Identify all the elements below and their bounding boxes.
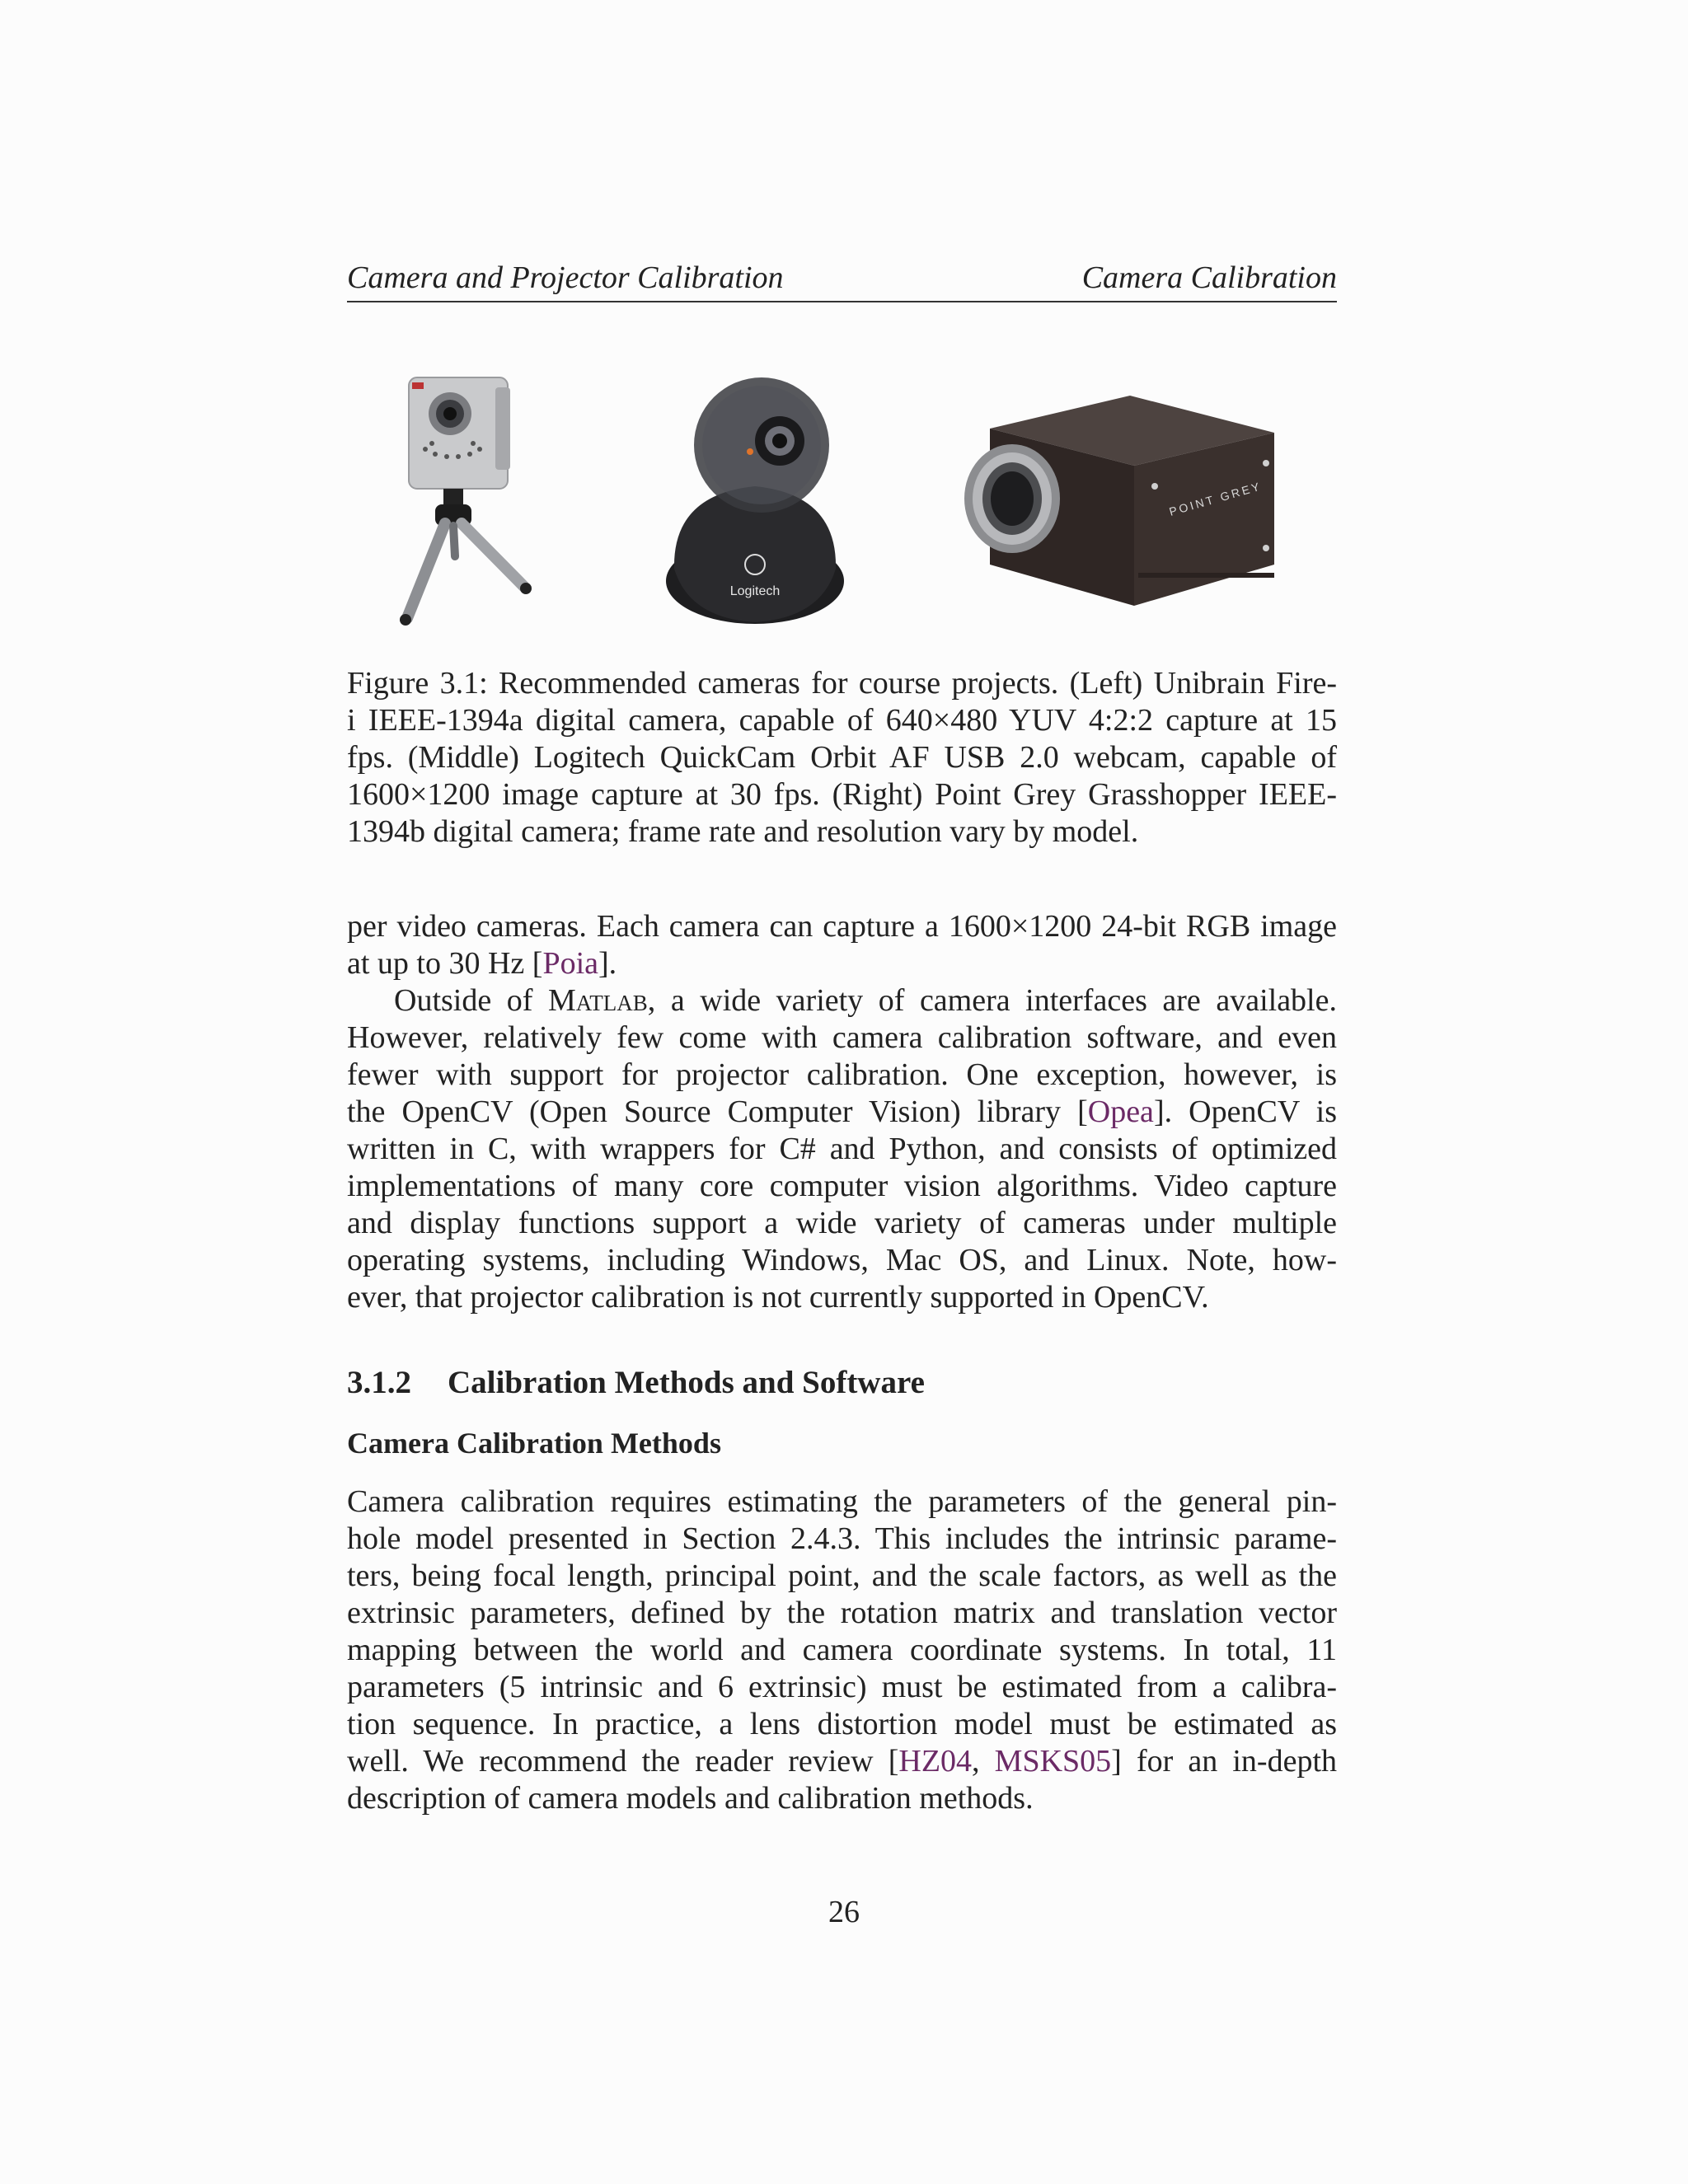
point-grey-logo-text: POINT GREY [1167,479,1264,518]
text-run: ] for an in-depth [1111,1744,1337,1779]
body-line: per video cameras. Each camera can capture a 1600×1200 24-bit RGB image [347,909,1337,944]
text-run: the OpenCV (Open Source Computer Vision) library [ [347,1094,1088,1129]
citation-link[interactable]: HZ04 [898,1744,973,1779]
caption-line: 1600×1200 image capture at 30 fps. (Right) Point Grey Grasshopper IEEE- [347,777,1337,812]
camera-on-tripod-icon [384,371,582,635]
figure-caption [347,665,1337,851]
body-line: and display functions support a wide variety of cameras under multiple [347,1206,1337,1240]
body-line: hole model presented in Section 2.4.3. This includes the intrinsic parame- [347,1521,1337,1556]
caption-line: fps. (Middle) Logitech QuickCam Orbit AF USB 2.0 webcam, capable of [347,740,1337,775]
body-line: ters, being focal length, principal point, and the scale factors, as well as the [347,1558,1337,1593]
orbit-webcam-icon [656,371,854,635]
text-run: at up to 30 Hz [ [347,946,543,981]
body-line: description of camera models and calibration methods. [347,1781,1034,1816]
body-line: tion sequence. In practice, a lens distortion model must be estimated as [347,1707,1337,1741]
body-line [347,1743,1337,1780]
caption-line: Figure 3.1: Recommended cameras for course projects. (Left) Unibrain Fire- [347,666,1337,701]
body-line [347,982,1337,1019]
industrial-camera-icon [945,371,1291,635]
paragraph-opencv [347,982,1337,1316]
header-rule [347,301,1337,302]
section-number: 3.1.2 [347,1365,411,1400]
text-run: , [972,1744,995,1779]
matlab-smallcaps: Matlab [547,983,648,1018]
body-line: operating systems, including Windows, Mac OS, and Linux. Note, how- [347,1243,1337,1277]
text-run: , a wide variety of camera interfaces are available. [647,983,1337,1018]
body-line: fewer with support for projector calibration. One exception, however, is [347,1057,1337,1092]
body-line: ever, that projector calibration is not currently supported in OpenCV. [347,1280,1209,1315]
body-line: mapping between the world and camera coordinate systems. In total, 11 [347,1633,1337,1667]
page-number: 26 [828,1895,860,1929]
running-header-left: Camera and Projector Calibration [347,260,784,295]
section-title: Calibration Methods and Software [448,1365,925,1400]
body-line: written in C, with wrappers for C# and Python, and consists of optimized [347,1132,1337,1166]
body-line: However, relatively few come with camera calibration software, and even [347,1020,1337,1055]
running-header-right: Camera Calibration [1081,260,1337,295]
paragraph-continuation [347,908,1337,982]
citation-link[interactable]: Opea [1087,1094,1154,1129]
body-line [347,945,1337,982]
text-run: ]. [598,946,617,981]
figure-3-1-images [347,371,1337,635]
text-run: Outside of [394,983,548,1018]
paragraph-calibration-methods [347,1483,1337,1817]
subsection-heading: Camera Calibration Methods [347,1427,721,1460]
text-run: well. We recommend the reader review [ [347,1744,899,1779]
logitech-logo-text: Logitech [729,584,781,598]
caption-line: 1394b digital camera; frame rate and resolution vary by model. [347,814,1139,849]
body-line: parameters (5 intrinsic and 6 extrinsic) must be estimated from a calibra- [347,1670,1337,1704]
section-heading [347,1361,925,1404]
body-line: Camera calibration requires estimating the parameters of the general pin- [347,1484,1337,1519]
citation-link[interactable]: Poia [542,946,599,981]
body-line: implementations of many core computer vision algorithms. Video capture [347,1169,1337,1203]
caption-line: i IEEE-1394a digital camera, capable of 640×480 YUV 4:2:2 capture at 15 [347,703,1337,738]
citation-link[interactable]: MSKS05 [994,1744,1112,1779]
text-run: ]. OpenCV is [1153,1094,1337,1129]
body-line [347,1094,1337,1131]
body-line: extrinsic parameters, defined by the rotation matrix and translation vector [347,1596,1337,1630]
